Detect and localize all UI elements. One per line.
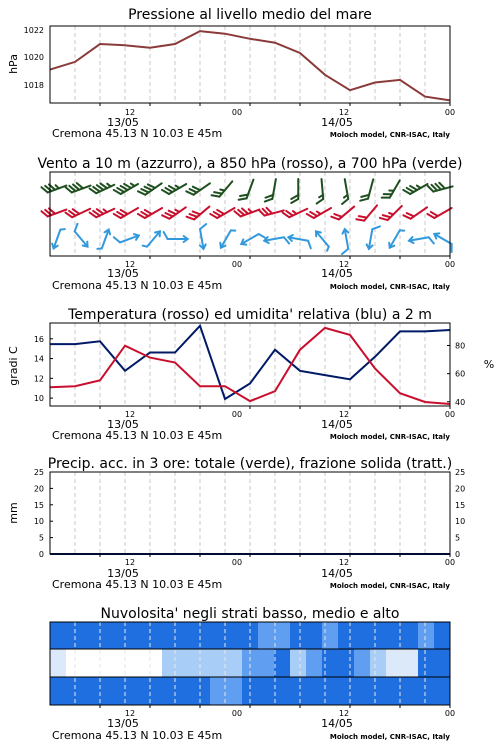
cloud-panel — [50, 606, 455, 742]
cloud-cell-basso-22 — [402, 677, 419, 705]
cloud-cell-medio-13 — [258, 649, 275, 677]
barb-half — [143, 244, 147, 248]
temp-xtick-12a: 12 — [124, 410, 136, 419]
wind-barb-0-5 — [162, 178, 186, 196]
cloud-cell-alto-20 — [370, 622, 387, 649]
wind-barb-0-11 — [315, 179, 324, 204]
cloud-cell-alto-23 — [418, 622, 435, 649]
cloud-cell-basso-2 — [82, 677, 99, 705]
pressure-title: Pressione al livello medio del mare — [128, 7, 372, 23]
temp-ylabel: gradi C — [7, 346, 20, 386]
cloud-cell-medio-2 — [82, 649, 99, 677]
wind-barb-1-14 — [380, 201, 402, 223]
cloud-cell-alto-0 — [50, 622, 67, 649]
ytick-label-16: 16 — [33, 334, 44, 344]
cloud-cell-medio-20 — [370, 649, 387, 677]
barb-full — [307, 241, 312, 249]
barb-full — [382, 194, 390, 201]
barb-full — [341, 249, 349, 254]
pressure-xtick-12b: 12 — [338, 108, 350, 117]
precip-xtick-12a: 12 — [124, 558, 136, 567]
pressure-ytick-1020: 1020 — [23, 53, 44, 62]
cloud-cell-alto-24 — [434, 622, 451, 649]
wind-barb-0-3 — [114, 178, 138, 196]
ytick-label-12: 12 — [33, 374, 44, 384]
cloud-cell-medio-4 — [114, 649, 131, 677]
cloud-cell-medio-23 — [418, 649, 435, 677]
cloud-cell-alto-19 — [354, 622, 371, 649]
cloud-date-2: 14/05 — [321, 717, 353, 730]
wind-barb-0-1 — [66, 179, 91, 194]
cloud-cell-medio-8 — [178, 649, 195, 677]
temp-rh-title: Temperatura (rosso) ed umidita' relativa (blu) a 2 m — [68, 307, 432, 323]
wind-barb-1-5 — [162, 202, 186, 221]
cloud-cell-alto-9 — [194, 622, 211, 649]
wind-barb-1-6 — [187, 201, 210, 222]
ytick-label-25: 25 — [33, 468, 44, 477]
wind-xtick-00b: 00 — [444, 260, 456, 269]
barb-full — [341, 199, 349, 204]
cloud-cell-basso-20 — [370, 677, 387, 705]
barb-full — [372, 225, 380, 230]
cloud-cell-basso-19 — [354, 677, 371, 705]
barb-half — [60, 228, 64, 231]
wind-barb-1-3 — [114, 202, 138, 220]
precip-ytick-right-5: 5 — [455, 533, 461, 543]
wind-barb-1-11 — [307, 202, 331, 220]
cloud-cell-alto-8 — [178, 622, 195, 649]
barb-full — [291, 199, 298, 203]
cloud-xtick-00a: 00 — [231, 709, 243, 718]
ytick-label-40: 40 — [455, 397, 466, 407]
cloud-cell-alto-5 — [130, 622, 147, 649]
cloud-cell-medio-9 — [194, 649, 211, 677]
wind-barb-0-13 — [360, 178, 373, 203]
ytick-label-0: 0 — [38, 550, 44, 559]
cloud-cell-alto-15 — [290, 622, 307, 649]
cloud-cell-alto-10 — [210, 622, 227, 649]
barb-staff — [316, 231, 329, 246]
ytick-label-10: 10 — [33, 394, 44, 404]
cloud-cell-medio-5 — [130, 649, 147, 677]
cloud-cell-basso-5 — [130, 677, 147, 705]
wind-panel — [37, 156, 462, 292]
wind-barb-2-3 — [114, 229, 140, 247]
cloud-date-1: 13/05 — [107, 717, 139, 730]
cloud-cell-basso-6 — [146, 677, 163, 705]
ytick-label-60: 60 — [455, 369, 466, 379]
cloud-cell-alto-11 — [226, 622, 243, 649]
ytick-label-10: 10 — [33, 517, 44, 527]
wind-location: Cremona 45.13 N 10.03 E 45m — [52, 279, 223, 292]
cloud-cell-alto-6 — [146, 622, 163, 649]
wind-title: Vento a 10 m (azzurro), a 850 hPa (rosso), a 700 hPa (verde) — [37, 156, 463, 172]
precip-date-2: 14/05 — [321, 567, 353, 580]
wind-barb-2-14 — [387, 227, 404, 250]
wind-barb-1-10 — [283, 202, 308, 218]
wind-date-2: 14/05 — [321, 267, 353, 280]
barb-full — [291, 195, 298, 199]
precip-frame — [50, 472, 450, 554]
wind-barb-2-0 — [51, 227, 65, 250]
barb-full — [448, 244, 455, 252]
precip-ytick-right-10: 10 — [455, 517, 466, 527]
wind-barb-0-15 — [403, 178, 427, 196]
cloud-xtick-12b: 12 — [338, 709, 350, 718]
wind-barb-2-16 — [431, 231, 457, 252]
pressure-ytick-1022: 1022 — [23, 26, 44, 35]
cloud-cell-alto-16 — [306, 622, 323, 649]
pressure-gridlines — [75, 26, 425, 103]
barb-half — [326, 247, 330, 251]
cloud-cell-basso-0 — [50, 677, 67, 705]
wind-xtick-12a: 12 — [124, 260, 136, 269]
cloud-cell-basso-13 — [258, 677, 275, 705]
cloud-cell-basso-9 — [194, 677, 211, 705]
cloud-cell-basso-11 — [226, 677, 243, 705]
pressure-ytick-1018: 1018 — [23, 81, 44, 90]
cloud-cell-alto-22 — [402, 622, 419, 649]
precip-xtick-12b: 12 — [338, 558, 350, 567]
cloud-cell-medio-19 — [354, 649, 371, 677]
precip-title: Precip. acc. in 3 ore: totale (verde), frazione solida (tratt.) — [47, 456, 453, 472]
cloud-xtick-12a: 12 — [124, 709, 136, 718]
wind-barb-0-12 — [338, 179, 349, 204]
pressure-xtick-00a: 00 — [231, 108, 243, 117]
barb-half — [231, 229, 235, 233]
precip-gridlines — [75, 472, 425, 554]
cloud-cell-medio-11 — [226, 649, 243, 677]
cloud-cell-alto-18 — [338, 622, 355, 649]
wind-barb-0-16 — [428, 180, 453, 193]
wind-barb-0-6 — [186, 178, 210, 197]
pressure-credit: Moloch model, CNR-ISAC, Italy — [329, 131, 450, 139]
pressure-xticks — [125, 108, 455, 117]
barb-full — [114, 236, 120, 244]
cloud-cell-alto-13 — [258, 622, 275, 649]
cloud-cell-basso-17 — [322, 677, 339, 705]
precip-credit: Moloch model, CNR-ISAC, Italy — [329, 582, 450, 590]
temp-xtick-00a: 00 — [231, 410, 243, 419]
barb-full — [429, 237, 434, 245]
ytick-label-5: 5 — [38, 533, 44, 543]
cloud-cell-alto-14 — [274, 622, 291, 649]
cloud-cell-basso-23 — [418, 677, 435, 705]
wind-barb-1-2 — [90, 202, 115, 218]
barb-full — [316, 199, 323, 204]
precip-date-1: 13/05 — [107, 567, 139, 580]
cloud-cell-medio-0 — [50, 649, 67, 677]
ytick-label-80: 80 — [455, 341, 466, 351]
pressure-xtick-12a: 12 — [124, 108, 136, 117]
wind-barbs — [41, 177, 456, 254]
cloud-location: Cremona 45.13 N 10.03 E 45m — [52, 729, 223, 742]
precip-xtick-00a: 00 — [231, 558, 243, 567]
cloud-cell-basso-14 — [274, 677, 291, 705]
pressure-xtick-00b: 00 — [444, 108, 456, 117]
cloud-cell-medio-14 — [274, 649, 291, 677]
precip-ytick-right-0: 0 — [455, 550, 461, 559]
cloud-cell-basso-18 — [338, 677, 355, 705]
wind-barb-2-13 — [366, 225, 380, 250]
wind-barb-2-11 — [313, 229, 333, 250]
barb-staff — [147, 231, 160, 246]
cloud-cell-medio-18 — [338, 649, 355, 677]
wind-barb-0-7 — [212, 177, 233, 200]
cloud-cell-medio-22 — [402, 649, 419, 677]
pressure-date-2: 14/05 — [321, 116, 353, 129]
barb-full — [164, 232, 168, 239]
ytick-label-15: 15 — [33, 500, 44, 510]
pressure-ylabel: hPa — [7, 54, 20, 74]
wind-date-1: 13/05 — [107, 267, 139, 280]
precip-panel — [7, 456, 465, 591]
barb-staff — [75, 231, 88, 246]
cloud-cell-basso-10 — [210, 677, 227, 705]
cloud-cell-medio-7 — [162, 649, 179, 677]
wind-barb-1-0 — [41, 203, 66, 218]
wind-barb-1-16 — [427, 202, 451, 220]
wind-barb-0-2 — [90, 178, 115, 194]
cloud-cell-medio-1 — [66, 649, 83, 677]
cloud-cell-alto-7 — [162, 622, 179, 649]
barb-full — [72, 224, 80, 232]
wind-barb-1-7 — [210, 202, 234, 220]
temp-xtick-12b: 12 — [338, 410, 350, 419]
temp-credit: Moloch model, CNR-ISAC, Italy — [329, 433, 450, 441]
wind-barb-2-7 — [218, 227, 235, 250]
cloud-cell-medio-15 — [290, 649, 307, 677]
temp-date-1: 13/05 — [107, 418, 139, 431]
ytick-label-14: 14 — [33, 354, 44, 364]
temp-location: Cremona 45.13 N 10.03 E 45m — [52, 429, 223, 442]
wind-barb-2-8 — [240, 229, 266, 250]
pressure-location: Cremona 45.13 N 10.03 E 45m — [52, 127, 223, 140]
wind-barb-1-8 — [234, 203, 259, 218]
wind-barb-2-15 — [409, 234, 434, 248]
wind-barb-0-14 — [382, 177, 400, 201]
wind-barb-0-0 — [41, 179, 66, 194]
temp-rh-panel — [7, 307, 494, 442]
cloud-cell-basso-16 — [306, 677, 323, 705]
wind-barb-2-9 — [264, 234, 289, 248]
wind-xtick-00a: 00 — [231, 260, 243, 269]
precip-xtick-00b: 00 — [444, 558, 456, 567]
pressure-date-1: 13/05 — [107, 116, 139, 129]
cloud-cell-medio-16 — [306, 649, 323, 677]
cloud-credit: Moloch model, CNR-ISAC, Italy — [329, 733, 450, 741]
cloud-cell-medio-17 — [322, 649, 339, 677]
cloud-cell-basso-15 — [290, 677, 307, 705]
precip-ytick-right-25: 25 — [455, 468, 466, 477]
cloud-cell-basso-8 — [178, 677, 195, 705]
ytick-label-20: 20 — [33, 484, 44, 494]
wind-barb-1-1 — [65, 202, 90, 218]
wind-barb-2-1 — [70, 224, 93, 249]
wind-barb-0-10 — [291, 179, 298, 203]
cloud-cell-medio-6 — [146, 649, 163, 677]
wind-barb-0-8 — [239, 177, 254, 202]
wind-barb-2-5 — [164, 232, 188, 242]
precip-ytick-right-15: 15 — [455, 500, 466, 510]
wind-credit: Moloch model, CNR-ISAC, Italy — [329, 283, 450, 291]
cloud-cell-basso-4 — [114, 677, 131, 705]
cloud-title: Nuvolosita' negli strati basso, medio e alto — [100, 606, 400, 622]
cloud-cell-basso-7 — [162, 677, 179, 705]
wind-xtick-12b: 12 — [338, 260, 350, 269]
wind-barb-2-6 — [196, 224, 210, 249]
precip-ylabel: mm — [7, 502, 20, 524]
wind-barb-1-13 — [356, 201, 377, 224]
cloud-cell-basso-1 — [66, 677, 83, 705]
cloud-cell-medio-24 — [434, 649, 451, 677]
cloud-cell-alto-2 — [82, 622, 99, 649]
precip-location: Cremona 45.13 N 10.03 E 45m — [52, 578, 223, 591]
rh-ylabel: % — [483, 358, 495, 371]
temp-xtick-00b: 00 — [444, 410, 456, 419]
cloud-cell-alto-17 — [322, 622, 339, 649]
barb-full — [259, 232, 266, 240]
wind-barb-1-9 — [259, 204, 284, 217]
cloud-cell-alto-4 — [114, 622, 131, 649]
wind-barb-2-4 — [143, 229, 163, 250]
cloud-xtick-00b: 00 — [444, 709, 456, 718]
pressure-panel — [7, 7, 455, 140]
cloud-cell-alto-1 — [66, 622, 83, 649]
wind-barb-1-15 — [403, 202, 427, 221]
temp-date-2: 14/05 — [321, 418, 353, 431]
precip-ytick-right-20: 20 — [455, 484, 466, 494]
wind-barb-0-9 — [265, 178, 276, 203]
cloud-cell-basso-24 — [434, 677, 451, 705]
cloud-cell-medio-10 — [210, 649, 227, 677]
